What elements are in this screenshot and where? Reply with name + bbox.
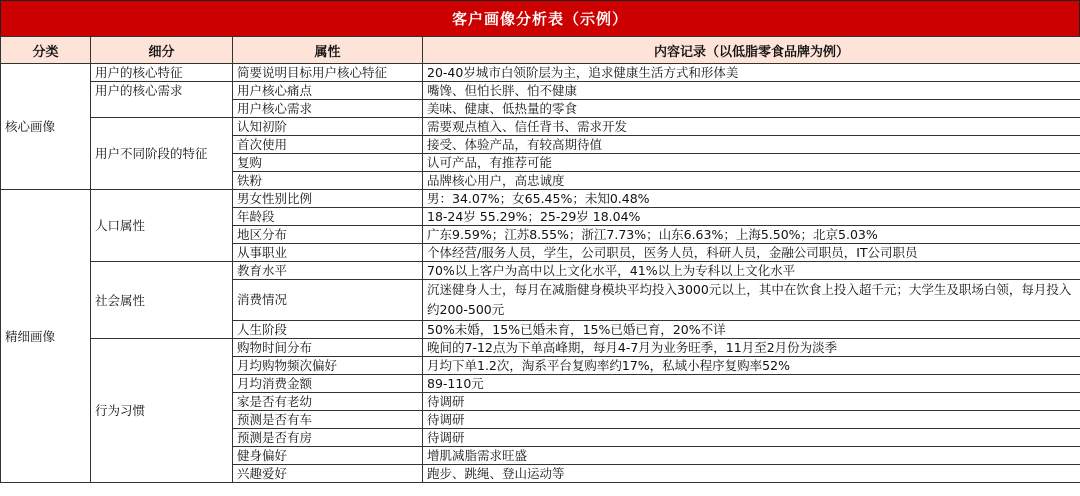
table-row bbox=[1, 64, 1080, 82]
content-cell: 个体经营/服务人员，学生，公司职员，医务人员，科研人员，金融公司职员，IT公司职员 bbox=[423, 244, 1080, 262]
table-title: 客户画像分析表（示例） bbox=[0, 0, 1080, 36]
category-cell: 核心画像 bbox=[1, 64, 91, 190]
content-cell: 嘴馋、但怕长胖、怕不健康 bbox=[423, 82, 1080, 100]
subcategory-cell: 人口属性 bbox=[91, 190, 233, 262]
category-cell: 精细画像 bbox=[1, 190, 91, 483]
content-cell: 认可产品，有推荐可能 bbox=[423, 154, 1080, 172]
attribute-cell: 预测是否有车 bbox=[233, 411, 423, 429]
attribute-cell: 从事职业 bbox=[233, 244, 423, 262]
content-cell: 男：34.07%；女65.45%；未知0.48% bbox=[423, 190, 1080, 208]
content-cell: 89-110元 bbox=[423, 375, 1080, 393]
attribute-cell: 用户核心需求 bbox=[233, 100, 423, 118]
content-cell: 18-24岁 55.29%；25-29岁 18.04% bbox=[423, 208, 1080, 226]
content-cell: 月均下单1.2次，淘系平台复购率约17%，私域小程序复购率52% bbox=[423, 357, 1080, 375]
content-cell: 沉迷健身人士，每月在减脂健身模块平均投入3000元以上，其中在饮食上投入超千元；大学生及职场白领，每月投入约200-500元 bbox=[423, 280, 1080, 321]
content-cell: 50%未婚，15%已婚未育，15%已婚已育，20%不详 bbox=[423, 321, 1080, 339]
content-cell: 待调研 bbox=[423, 429, 1080, 447]
table-row bbox=[1, 339, 1080, 357]
content-cell: 需要观点植入、信任背书、需求开发 bbox=[423, 118, 1080, 136]
content-cell: 20-40岁城市白领阶层为主，追求健康生活方式和形体美 bbox=[423, 64, 1080, 82]
content-cell: 品牌核心用户，高忠诚度 bbox=[423, 172, 1080, 190]
attribute-cell: 月均购物频次偏好 bbox=[233, 357, 423, 375]
content-cell: 待调研 bbox=[423, 393, 1080, 411]
content-cell: 跑步、跳绳、登山运动等 bbox=[423, 465, 1080, 483]
attribute-cell: 年龄段 bbox=[233, 208, 423, 226]
table-row bbox=[1, 262, 1080, 280]
content-cell: 接受、体验产品，有较高期待值 bbox=[423, 136, 1080, 154]
attribute-cell: 男女性别比例 bbox=[233, 190, 423, 208]
attribute-cell: 家是否有老幼 bbox=[233, 393, 423, 411]
subcategory-cell: 用户的核心特征 bbox=[91, 64, 233, 82]
attribute-cell: 月均消费金额 bbox=[233, 375, 423, 393]
attribute-cell: 购物时间分布 bbox=[233, 339, 423, 357]
attribute-cell: 铁粉 bbox=[233, 172, 423, 190]
attribute-cell: 用户核心痛点 bbox=[233, 82, 423, 100]
content-cell: 增肌减脂需求旺盛 bbox=[423, 447, 1080, 465]
attribute-cell: 消费情况 bbox=[233, 280, 423, 321]
subcategory-cell: 用户的核心需求 bbox=[91, 82, 233, 118]
table-row bbox=[1, 190, 1080, 208]
attribute-cell: 兴趣爱好 bbox=[233, 465, 423, 483]
attribute-cell: 地区分布 bbox=[233, 226, 423, 244]
header-attribute: 属性 bbox=[233, 37, 423, 64]
attribute-cell: 认知初阶 bbox=[233, 118, 423, 136]
attribute-cell: 健身偏好 bbox=[233, 447, 423, 465]
content-cell: 待调研 bbox=[423, 411, 1080, 429]
content-cell: 广东9.59%；江苏8.55%；浙江7.73%；山东6.63%；上海5.50%；北京5.03% bbox=[423, 226, 1080, 244]
table-row bbox=[1, 118, 1080, 136]
content-cell: 70%以上客户为高中以上文化水平，41%以上为专科以上文化水平 bbox=[423, 262, 1080, 280]
customer-profile-table bbox=[0, 36, 1080, 483]
attribute-cell: 复购 bbox=[233, 154, 423, 172]
attribute-cell: 首次使用 bbox=[233, 136, 423, 154]
header-content: 内容记录（以低脂零食品牌为例） bbox=[423, 37, 1080, 64]
header-category: 分类 bbox=[1, 37, 91, 64]
attribute-cell: 简要说明目标用户核心特征 bbox=[233, 64, 423, 82]
header-row bbox=[1, 37, 1080, 64]
attribute-cell: 人生阶段 bbox=[233, 321, 423, 339]
table-row bbox=[1, 82, 1080, 100]
subcategory-cell: 社会属性 bbox=[91, 262, 233, 339]
content-cell: 晚间的7-12点为下单高峰期，每月4-7月为业务旺季，11月至2月份为淡季 bbox=[423, 339, 1080, 357]
content-cell: 美味、健康、低热量的零食 bbox=[423, 100, 1080, 118]
attribute-cell: 教育水平 bbox=[233, 262, 423, 280]
header-subcategory: 细分 bbox=[91, 37, 233, 64]
attribute-cell: 预测是否有房 bbox=[233, 429, 423, 447]
subcategory-cell: 用户不同阶段的特征 bbox=[91, 118, 233, 190]
subcategory-cell: 行为习惯 bbox=[91, 339, 233, 483]
